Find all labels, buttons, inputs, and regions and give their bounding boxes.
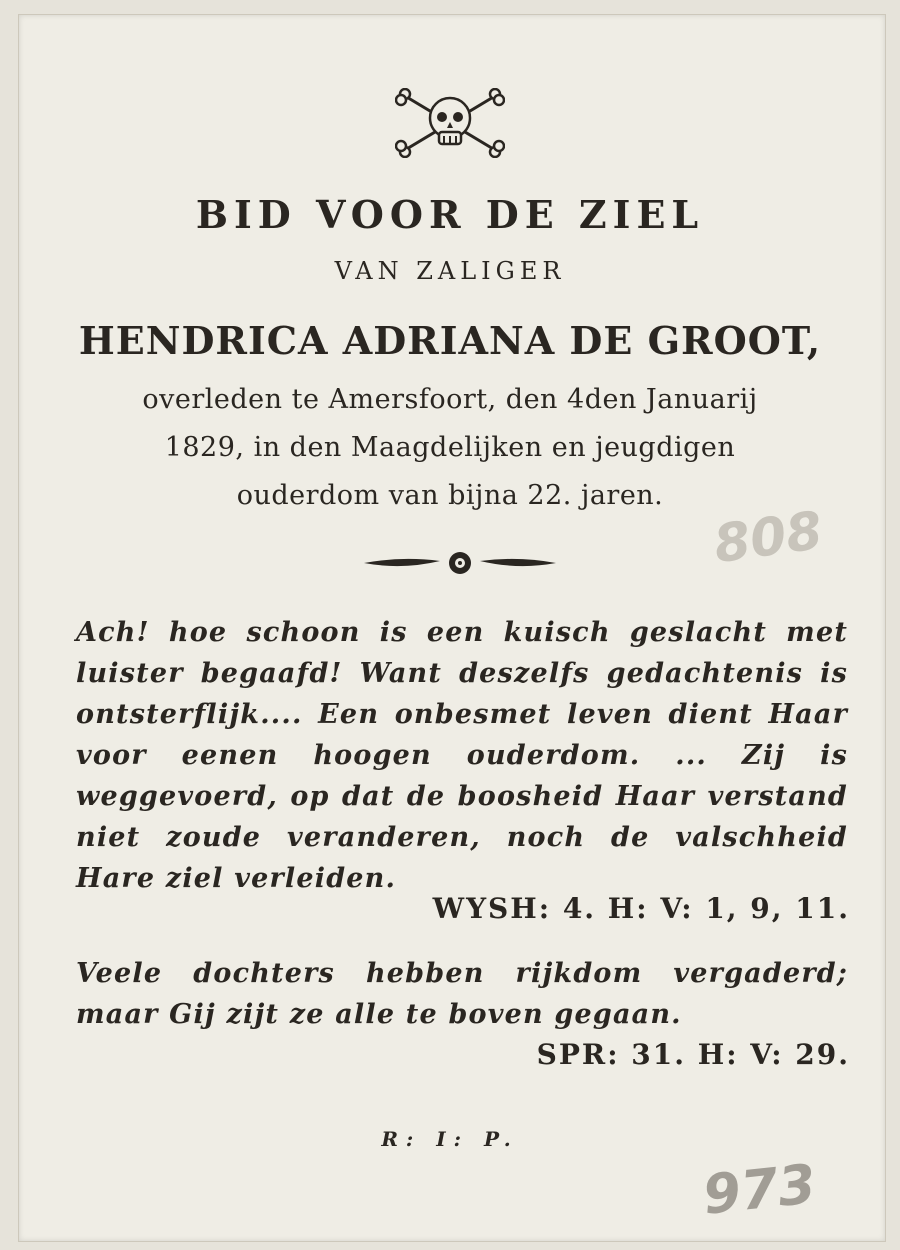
closing-rip: R: I: P. — [381, 1127, 519, 1151]
heading-van-zaliger: VAN ZALIGER — [334, 257, 566, 285]
heading-pray: BID VOOR DE ZIEL — [195, 192, 705, 237]
deceased-name: HENDRICA ADRIANA DE GROOT, — [78, 318, 822, 363]
quote-wisdom: Ach! hoe schoon is een kuisch geslacht met luister begaafd! Want deszelfs gedachtenis is ontsterflijk.... Een onbesmet leven dient Haar voor eenen hoogen ouderdom. ... Zij is weggevoerd, op dat de boosheid Haar verstand niet zoude veranderen, noch de valschheid Hare ziel verleiden. — [76, 617, 848, 894]
details-line-2: 1829, in den Maagdelijken en jeugdigen — [164, 432, 736, 463]
pencil-note-upper: 808 — [710, 500, 827, 576]
details-line-3: ouderdom van bijna 22. jaren. — [236, 480, 664, 511]
skull-crossbones-icon — [395, 88, 505, 158]
ornament-divider-icon — [362, 548, 558, 578]
quote-proverbs-reference: SPR: 31. H: V: 29. — [536, 1038, 850, 1071]
pencil-note-lower: 973 — [700, 1152, 819, 1227]
details-line-1: overleden te Amersfoort, den 4den Januarij — [142, 384, 758, 415]
quote-wisdom-reference: WYSH: 4. H: V: 1, 9, 11. — [432, 892, 850, 925]
quote-proverbs: Veele dochters hebben rijkdom vergaderd; maar Gij zijt ze alle te boven gegaan. — [76, 958, 848, 1030]
